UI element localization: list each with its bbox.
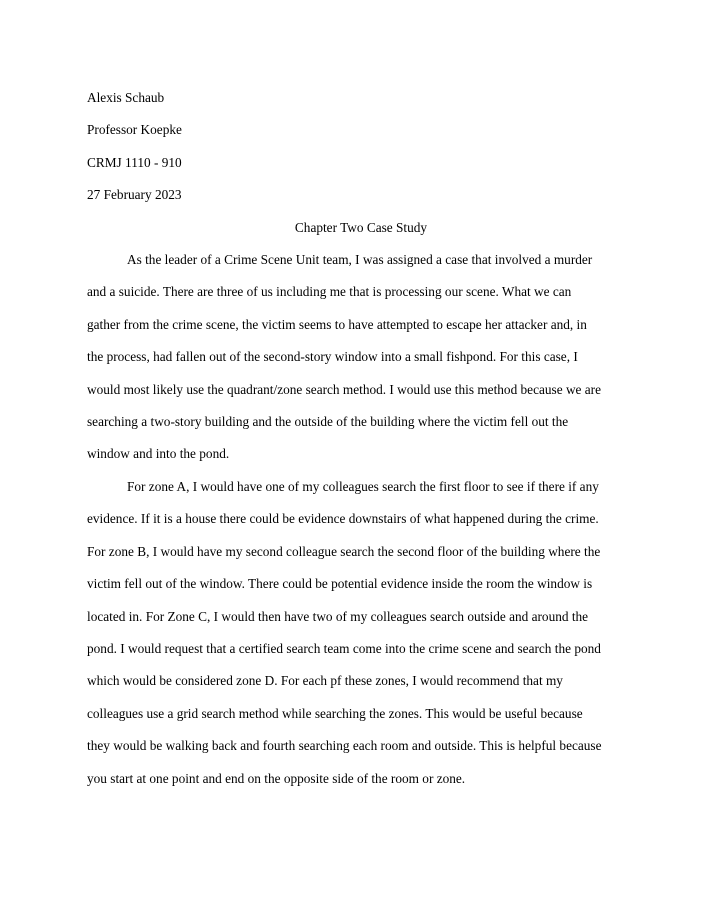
paragraph-line: As the leader of a Crime Scene Unit team, I was assigned a case that involved a murder <box>127 252 593 268</box>
paragraph-line: For zone A, I would have one of my colleagues search the first floor to see if there if any <box>127 478 599 494</box>
author-name: Alexis Schaub <box>87 90 165 105</box>
paragraph-line: located in. For Zone C, I would then have two of my colleagues search outside and around the <box>87 608 589 624</box>
course-code: CRMJ 1110 - 910 <box>87 154 182 170</box>
document-body <box>87 82 635 795</box>
submission-date: 27 February 2023 <box>87 187 182 203</box>
paragraph-line: they would be walking back and fourth searching each room and outside. This is helpful because <box>87 738 602 754</box>
paragraph-line: searching a two-story building and the outside of the building where the victim fell out the <box>87 414 569 430</box>
paragraph-1 <box>87 244 635 471</box>
paragraph-line: would most likely use the quadrant/zone search method. I would use this method because we are <box>87 381 602 397</box>
paragraph-line: the process, had fallen out of the second-story window into a small fishpond. For this case, I <box>87 349 578 365</box>
paragraph-line: gather from the crime scene, the victim seems to have attempted to escape her attacker and, in <box>87 316 587 332</box>
paragraph-2 <box>87 471 635 795</box>
paragraph-line: For zone B, I would have my second colleague search the second floor of the building where the <box>87 543 601 559</box>
paragraph-line: pond. I would request that a certified search team come into the crime scene and search the pond <box>87 640 601 656</box>
professor-name: Professor Koepke <box>87 122 182 138</box>
paragraph-line: and a suicide. There are three of us including me that is processing our scene. What we can <box>87 284 572 300</box>
paragraph-line: victim fell out of the window. There could be potential evidence inside the room the window is <box>87 576 593 592</box>
paragraph-line: evidence. If it is a house there could be evidence downstairs of what happened during the crime. <box>87 511 599 527</box>
paragraph-line: which would be considered zone D. For each pf these zones, I would recommend that my <box>87 673 563 689</box>
document-title: Chapter Two Case Study <box>294 219 428 235</box>
paragraph-line: colleagues use a grid search method while searching the zones. This would be useful because <box>87 705 583 721</box>
paragraph-line: you start at one point and end on the opposite side of the room or zone. <box>87 770 466 786</box>
paragraph-line: window and into the pond. <box>87 446 230 462</box>
